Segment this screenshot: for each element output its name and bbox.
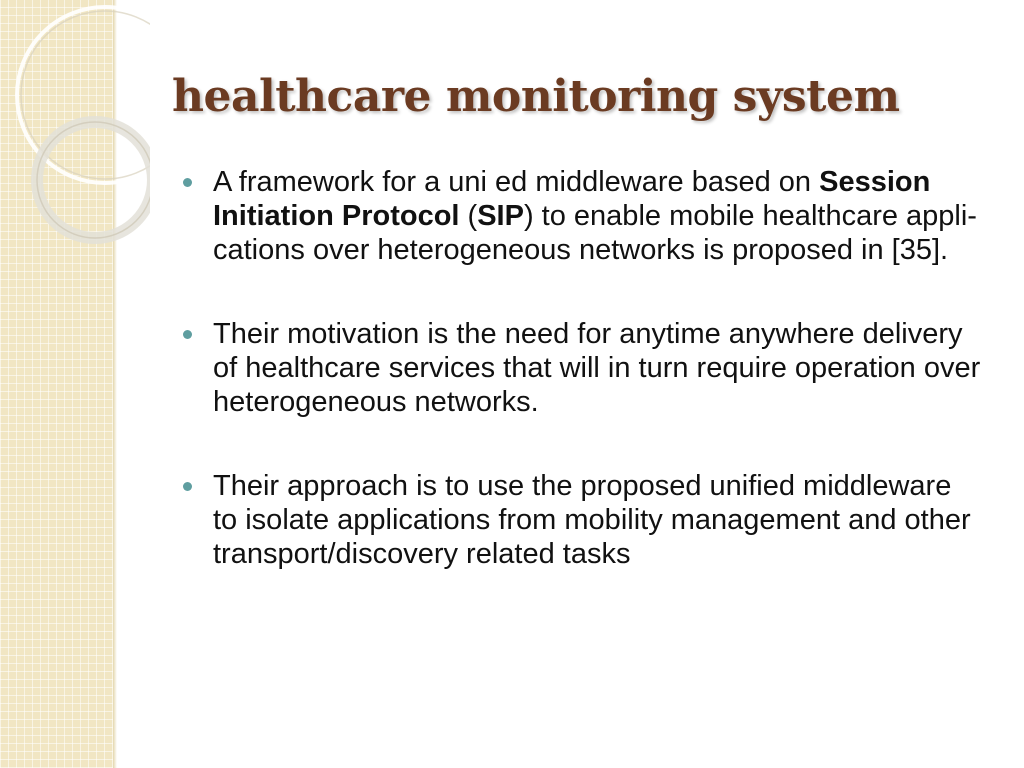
bullet-item	[183, 317, 983, 419]
bullet-text: Their approach is to use the proposed unified middleware to isolate applications from mobility management and other transport/discovery related tasks	[213, 470, 971, 570]
bullet-item	[183, 469, 983, 571]
bullet-item	[183, 165, 983, 267]
decorative-rings	[0, 0, 150, 260]
bullet-text: Their motivation is the need for anytime anywhere delivery of healthcare services that will in turn require operation over heterogeneous networks.	[213, 318, 981, 418]
bullet-text-part: (	[459, 200, 478, 232]
slide-title: healthcare monitoring system	[172, 71, 900, 122]
bullet-dot-icon	[183, 178, 192, 187]
bullet-dot-icon	[183, 482, 192, 491]
bullet-text-part: A framework for a uni ed middleware based on	[213, 166, 820, 198]
bullet-text-bold: SIP	[477, 200, 524, 232]
bullet-text-part: ) to enable mobile healthcare appli-cations over heterogeneous networks is proposed in [35].	[213, 200, 977, 266]
bullet-dot-icon	[183, 330, 192, 339]
bullet-text-bold: Session Initiation Protocol	[213, 166, 931, 232]
bullet-text	[213, 166, 977, 266]
bullet-list	[183, 165, 983, 621]
